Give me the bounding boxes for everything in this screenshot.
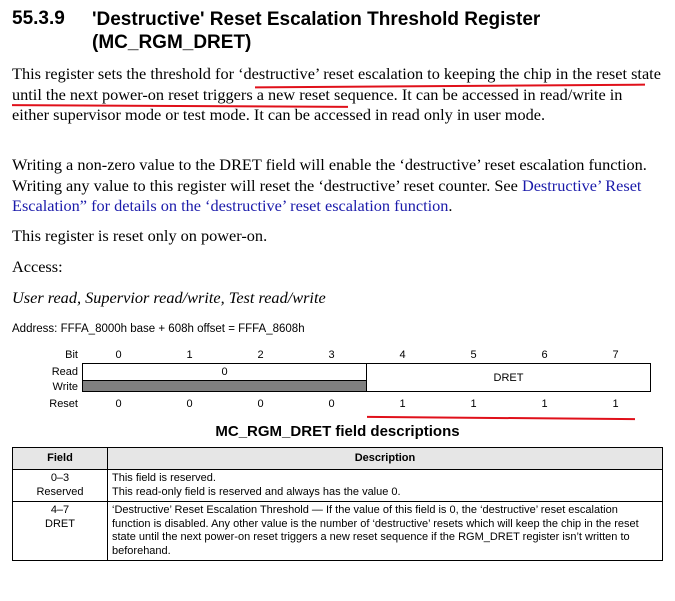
intro-paragraph: This register sets the threshold for ‘destructive’ reset escalation to keeping the chip in the reset state until the next power-on reset triggers a new reset sequence. It can be accessed in read/write in either supervisor mode or test mode. It can be accessed in read only in user mode. [12, 64, 661, 124]
reset-value: 0 [328, 398, 335, 410]
bit-number: 2 [257, 349, 264, 361]
field-bits: 0–3 [50, 472, 70, 484]
description-cell [108, 470, 663, 502]
description-line: ‘Destructive’ Reset Escalation Threshold — If the value of this field is 0, the ‘destructive’ reset escalation function is disabled. Any other value is the number of ‘destructive’ resets which will keep the chip in the reset state until the next power-on reset triggers a new reset sequence if the RGM_DRET register isn’t written to beforehand. [112, 504, 639, 557]
description-line: This read-only field is reserved and always has the value 0. [112, 485, 401, 498]
bit-number: 1 [186, 349, 193, 361]
dret-write-paragraph [12, 155, 662, 217]
table-header-row [13, 448, 663, 470]
reset-value: 1 [470, 398, 477, 410]
register-address: Address: FFFA_8000h base + 608h offset = FFFA_8608h [12, 323, 305, 335]
section-title [92, 8, 652, 54]
field-descriptions-table [12, 447, 663, 561]
field-name: DRET [45, 517, 75, 530]
destructive-reset-link[interactable]: Destructive’ Reset Escalation” for details on the ‘destructive’ reset escalation function [12, 175, 642, 215]
reserved-write-cell [82, 380, 367, 392]
table-title: MC_RGM_DRET field descriptions [215, 423, 460, 440]
reset-label: Reset [49, 398, 78, 410]
reserved-read-cell [82, 363, 367, 380]
dret-field-cell [366, 363, 651, 392]
field-cell [13, 470, 108, 502]
description-header: Description [108, 448, 663, 470]
table-row [13, 470, 663, 502]
access-label: Access: [12, 257, 63, 276]
field-bits: 4–7 [50, 504, 70, 516]
reset-value: 0 [115, 398, 122, 410]
bit-number: 4 [399, 349, 406, 361]
reset-value: 0 [186, 398, 193, 410]
bit-number: 7 [612, 349, 619, 361]
description-cell [108, 502, 663, 561]
dret-write-text: Writing a non-zero value to the DRET field will enable the ‘destructive’ reset escalation function. Writing any value to this register will reset the ‘destructive’ reset counter. See [12, 155, 647, 195]
field-cell [13, 502, 108, 561]
bit-number: 6 [541, 349, 548, 361]
reset-value: 1 [399, 398, 406, 410]
bit-number: 5 [470, 349, 477, 361]
section-title-line-2: (MC_RGM_DRET) [92, 32, 252, 53]
reset-note-paragraph: This register is reset only on power-on. [12, 226, 268, 245]
field-name: Reserved [36, 485, 84, 498]
field-header: Field [13, 448, 108, 470]
reset-value: 1 [541, 398, 548, 410]
dret-write-end: . [448, 196, 453, 215]
reset-value: 0 [257, 398, 264, 410]
register-diagram [12, 346, 662, 418]
write-label: Write [52, 381, 78, 393]
reset-value: 1 [612, 398, 619, 410]
bit-label: Bit [65, 349, 78, 361]
access-modes: User read, Supervior read/write, Test read/write [12, 288, 326, 307]
section-title-line-1: 'Destructive' Reset Escalation Threshold Register [92, 9, 541, 30]
bit-number: 3 [328, 349, 335, 361]
table-row [13, 502, 663, 561]
bit-number: 0 [115, 349, 122, 361]
dret-field-name: DRET [493, 372, 524, 384]
read-label: Read [51, 366, 78, 378]
description-line: This field is reserved. [112, 472, 216, 484]
reserved-read-value: 0 [221, 366, 228, 378]
section-number: 55.3.9 [12, 8, 65, 29]
